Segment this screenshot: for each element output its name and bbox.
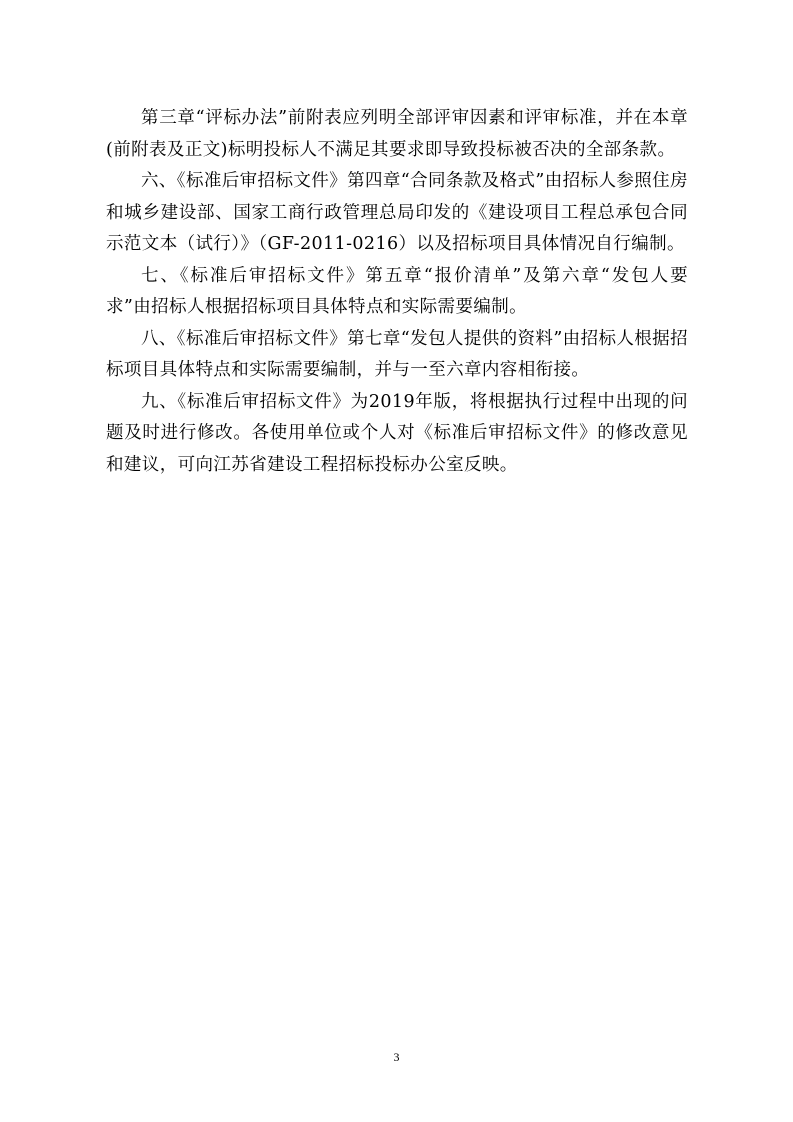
paragraph-item-seven: 七、《标准后审招标文件》第五章“报价清单”及第六章“发包人要求”由招标人根据招标项目具体特点和实际需要编制。 <box>106 265 688 317</box>
page-number: 3 <box>393 1050 400 1064</box>
paragraph-item-nine: 九、《标准后审招标文件》为2019年版，将根据执行过程中出现的问题及时进行修改。各使用单位或个人对《标准后审招标文件》的修改意见和建议，可向江苏省建设工程招标投标办公室反映。 <box>106 391 688 475</box>
paragraph-item-six: 六、《标准后审招标文件》第四章“合同条款及格式”由招标人参照住房和城乡建设部、国家工商行政管理总局印发的《建设项目工程总承包合同示范文本（试行）》（GF-2011-0216）以及招标项目具体情况自行编制。 <box>106 171 688 254</box>
document-body <box>106 103 688 481</box>
paragraph-chapter-three: 第三章“评标办法”前附表应列明全部评审因素和评审标准，并在本章(前附表及正文)标明投标人不满足其要求即导致投标被否决的全部条款。 <box>106 108 688 160</box>
paragraph-item-eight: 八、《标准后审招标文件》第七章“发包人提供的资料”由招标人根据招标项目具体特点和实际需要编制，并与一至六章内容相衔接。 <box>106 328 688 380</box>
